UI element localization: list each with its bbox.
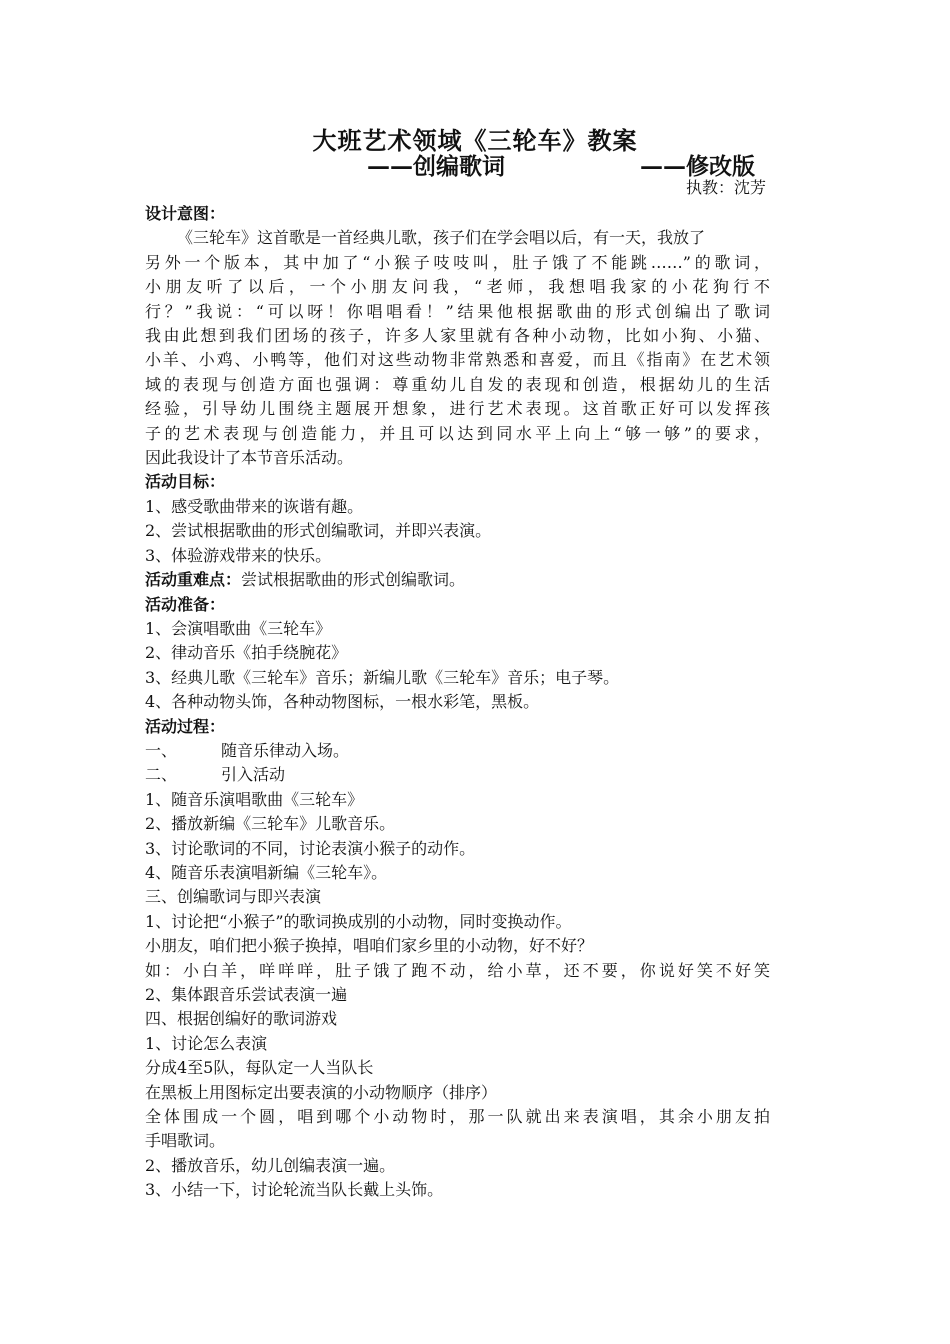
preparation-item: 2、律动音乐《拍手绕腕花》 — [145, 643, 348, 663]
goal-item: 3、体验游戏带来的快乐。 — [145, 545, 332, 565]
design-intent-line: 另外一个版本，其中加了“小猴子吱吱叫，肚子饿了不能跳……”的歌词， — [145, 252, 770, 272]
process-step-2 — [145, 763, 770, 787]
design-intent-line: 《三轮车》这首歌是一首经典儿歌，孩子们在学会唱以后，有一天，我放了 — [177, 228, 706, 248]
step-number: 二、 — [145, 765, 178, 785]
key-point-heading: 活动重难点： — [145, 570, 242, 590]
preparation-heading: 活动准备： — [145, 594, 226, 614]
step-4-item: 2、播放音乐，幼儿创编表演一遍。 — [145, 1155, 396, 1175]
step-2-item: 1、随音乐演唱歌曲《三轮车》 — [145, 789, 364, 809]
document-subtitle-left: ——创编歌词 — [367, 153, 505, 180]
design-intent-heading: 设计意图： — [145, 204, 226, 223]
process-step-1 — [145, 739, 770, 763]
step-3-item: 小朋友，咱们把小猴子换掉，唱咱们家乡里的小动物，好不好？ — [145, 936, 594, 956]
preparation-item: 1、会演唱歌曲《三轮车》 — [145, 618, 332, 638]
step-text: 引入活动 — [221, 765, 286, 785]
step-2-item: 4、随音乐表演唱新编《三轮车》。 — [145, 862, 388, 882]
design-intent-line: 经验，引导幼儿围绕主题展开想象，进行艺术表现。这首歌正好可以发挥孩 — [145, 399, 770, 419]
step-4-item: 在黑板上用图标定出要表演的小动物顺序（排序） — [145, 1082, 498, 1102]
step-4-item: 3、小结一下，讨论轮流当队长戴上头饰。 — [145, 1180, 444, 1200]
step-3-item: 1、讨论把“小猴子”的歌词换成别的小动物，同时变换动作。 — [145, 911, 572, 931]
step-3-item: 如：小白羊，咩咩咩，肚子饿了跑不动，给小草，还不要，你说好笑不好笑 — [145, 960, 770, 980]
step-4-item: 分成4至5队，每队定一人当队长 — [145, 1058, 374, 1078]
process-step-3: 三、创编歌词与即兴表演 — [145, 887, 322, 907]
step-2-item: 3、讨论歌词的不同，讨论表演小猴子的动作。 — [145, 838, 476, 858]
document-body — [145, 202, 770, 1203]
step-3-item: 2、集体跟音乐尝试表演一遍 — [145, 985, 348, 1004]
design-intent-line: 小朋友听了以后，一个小朋友问我，“老师，我想唱我家的小花狗行不 — [145, 277, 770, 297]
design-intent-line: 域的表现与创造方面也强调：尊重幼儿自发的表现和创造，根据幼儿的生活 — [145, 374, 770, 394]
preparation-item: 4、各种动物头饰，各种动物图标，一根水彩笔，黑板。 — [145, 692, 540, 712]
goals-heading: 活动目标： — [145, 472, 226, 492]
step-number: 一、 — [145, 740, 178, 760]
design-intent-line: 子的艺术表现与创造能力，并且可以达到同水平上向上“够一够”的要求， — [145, 423, 770, 443]
document-subtitle-right: ——修改版 — [640, 153, 755, 180]
step-text: 随音乐律动入场。 — [221, 740, 350, 760]
design-intent-line: 我由此想到我们团场的孩子，许多人家里就有各种小动物，比如小狗、小猫、 — [145, 326, 770, 346]
design-intent-line: 行？”我说：“可以呀！你唱唱看！”结果他根据歌曲的形式创编出了歌词 — [145, 301, 770, 321]
goal-item: 2、尝试根据歌曲的形式创编歌词，并即兴表演。 — [145, 521, 492, 541]
author-line: 执教：沈芳 — [685, 178, 766, 197]
step-2-item: 2、播放新编《三轮车》儿歌音乐。 — [145, 814, 396, 834]
design-intent-line: 小羊、小鸡、小鸭等，他们对这些动物非常熟悉和喜爱，而且《指南》在艺术领 — [145, 350, 770, 370]
preparation-item: 3、经典儿歌《三轮车》音乐；新编儿歌《三轮车》音乐；电子琴。 — [145, 667, 620, 687]
step-4-item: 全体围成一个圆，唱到哪个小动物时，那一队就出来表演唱，其余小朋友拍 — [145, 1107, 770, 1127]
document-title: 大班艺术领域《三轮车》教案 — [312, 126, 638, 155]
key-point-line — [145, 568, 770, 592]
design-intent-line: 因此我设计了本节音乐活动。 — [145, 448, 354, 468]
key-point-text: 尝试根据歌曲的形式创编歌词。 — [241, 570, 466, 590]
goal-item: 1、感受歌曲带来的诙谐有趣。 — [145, 496, 364, 516]
process-heading: 活动过程： — [145, 716, 226, 736]
step-4-item: 手唱歌词。 — [145, 1131, 226, 1151]
step-4-item: 1、讨论怎么表演 — [145, 1033, 268, 1053]
process-step-4: 四、根据创编好的歌词游戏 — [145, 1009, 338, 1029]
